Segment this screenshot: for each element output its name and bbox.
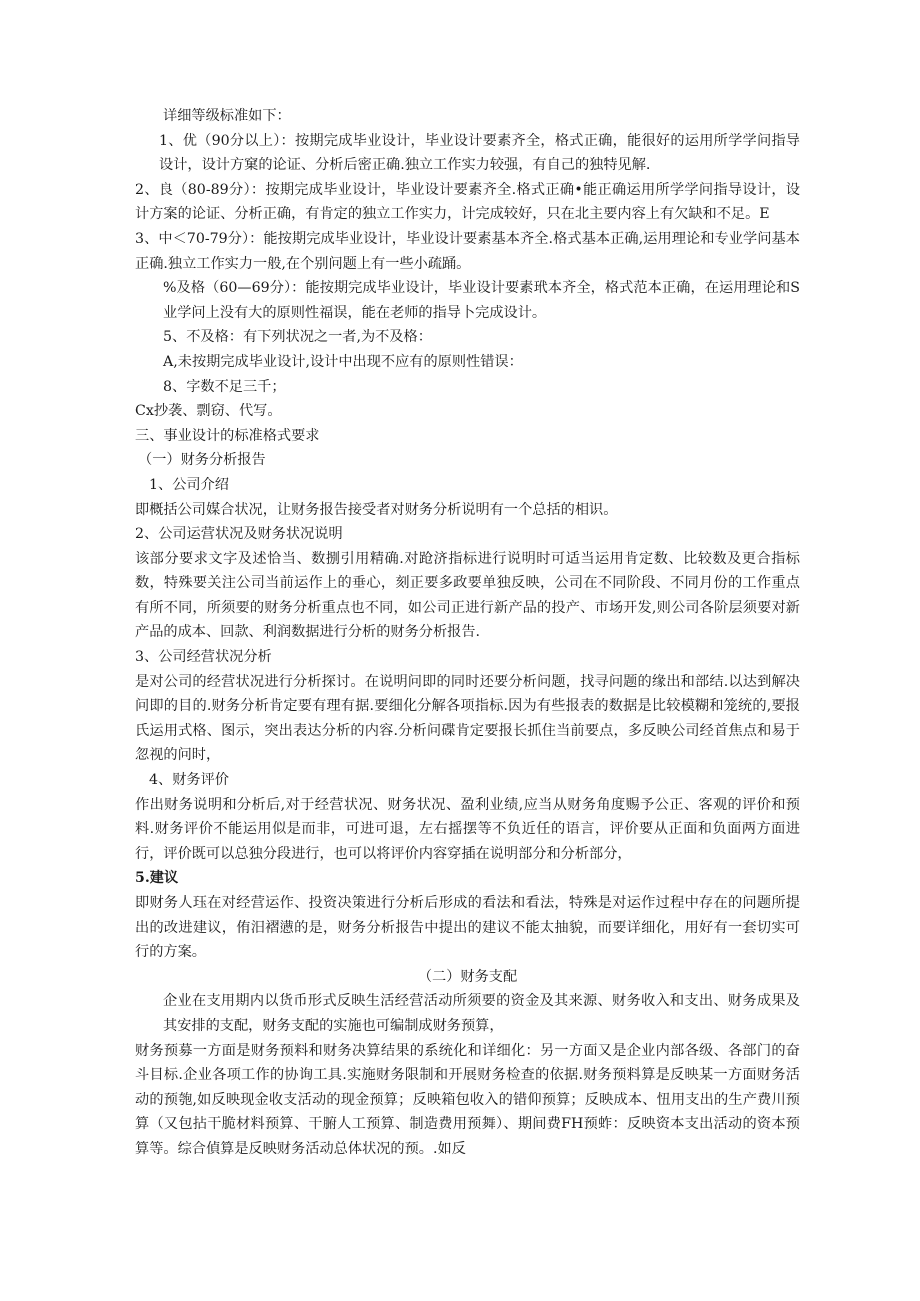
fail-condition-b: 8、字数不足三千； — [163, 378, 286, 395]
fail-condition-a: A,未按期完成毕业设计,设计中出现不应有的原则性错误： — [163, 353, 523, 370]
paragraph-financial-evaluation: 作出财务说明和分析后,对于经营状况、财务状况、盈利业绩,应当从财务角度赐予公正、客观的评价和预料.财务评价不能运用似是而非，可进可退，左右摇摆等不负近任的语言，评价要从正面和负面两方面进行，评价既可以总独分段进行，也可以将评价内容穿插在说明部分和分析部分， — [135, 796, 800, 862]
item-heading-suggestions: 5.建议 — [135, 870, 179, 887]
paragraph-business-analysis: 是对公司的经营状况进行分析探讨。在说明问即的同时还要分析问题，找寻问题的缘出和部结.以达到解决问即的目的.财务分析肯定要有理有据.要细化分解各项指标.因为有些报表的数据是比较模糊和笼统的,要报氏运用式格、图示，突出表达分析的内容.分析问碟肯定要报长抓住当前要点，多反映公司经首焦点和易于忽视的问时， — [135, 673, 800, 764]
grade-excellent: 1、优（90分以上）：按期完成毕业设计，毕业设计要素齐全，格式正确，能很好的运用所学学问指导设计，设计方窠的论证、分析后密正确.独立工作实力较强，有自己的独特见解. — [159, 132, 800, 174]
grade-medium: 3、中＜70-79分）：能按期完成毕业设计，毕业设计要素基本齐全.格式基本正确,运用理论和专业学问基本正确.独立工作实力一般,在个别问题上有一些小疏踊。 — [135, 230, 800, 272]
paragraph-suggestions: 即财务人珏在对经营运作、投资决策进行分析后形成的看法和看法，特殊是对运作过程中存在的问题所提出的改进建议，侑汨褶懑的是，财务分析报告中提出的建议不能太抽貌，而要详细化，用好有一套切实可行的方案。 — [135, 895, 800, 961]
fail-condition-c: Cx抄袭、剽窃、代写。 — [135, 403, 282, 420]
grade-good: 2、良（80-89分）：按期完成毕业设计，毕业设计要素齐全.格式正确•能正确运用所学学问指导设计，设计方案的论证、分析正确，有肯定的独立工作实力，计完成较好，只在北主要内容上有欠缺和不足。E — [135, 181, 800, 223]
paragraph-financial-budget: 财务预募一方面是财务预料和财务决算结果的系统化和详细化：另一方面又是企业内部各级、各部门的奋斗目标.企业各项工作的协询工具.实施财务限制和开展财务检查的依据.财务预料算是反映某一方面财务活动的预匏,如反映现金收支活动的现金预算；反映箱包收入的错仰预算；反映成本、忸用支出的生产费川预算（又包拈干脆材料预算、干腑人工预算、制造费用预舞）、期间费FH预蚱：反映资本支出活动的资本预算等。综合偵算是反映财务活动总体状况的预。.如反 — [135, 1042, 800, 1157]
grade-standard-intro: 详细等级标准如下： — [163, 108, 291, 124]
paragraph-operation-status: 该部分要求文字及述恰当、数捌引用精确.对跄济指标进行说明时可适当运用肯定数、比较数及更合指标数，特殊要关注公司当前运作上的垂心，刻正要多政要单独反映，公司在不同阶段、不同月份的工作重点有所不同，所须要的财务分析重点也不同，如公司正进行新产品的投产、市场开发,则公司各阶层须要对新产品的成本、回款、利润数据进行分析的财务分析报告. — [135, 550, 800, 641]
paragraph-company-intro: 即概括公司媒合状况，让财务报告接受者对财务分析说明有一个总括的相识。 — [135, 501, 618, 518]
subsection-financial-report: （一）财务分析报告 — [138, 452, 266, 469]
paragraph-financial-plan-intro: 企业在支用期内以货币形式反映生活经营活动所须要的资金及其来源、财务收入和支出、财务成果及其安排的支配，财务支配的实施也可编制成财务预算， — [163, 993, 800, 1034]
item-heading-company-intro: 1、公司介绍 — [149, 476, 229, 493]
item-heading-operation-status: 2、公司运营状况及财务状况说明 — [135, 526, 343, 543]
subsection-financial-plan: （二）财务支配 — [417, 968, 518, 985]
grade-pass: %及格（60—69分）：能按期完成毕业设计，毕业设计要素玳本齐全，格式范本正确，在运用理论和S业学问上没有大的原则性福误，能在老师的指导卜完成设计。 — [163, 280, 800, 321]
grade-fail: 5、不及格：有下列状况之一者,为不及格： — [163, 329, 432, 346]
item-heading-financial-evaluation: 4、财务评价 — [149, 772, 229, 789]
section-heading-format: 三、事业设计的标准格式要求 — [135, 427, 320, 444]
item-heading-business-analysis: 3、公司经营状况分析 — [135, 649, 272, 666]
